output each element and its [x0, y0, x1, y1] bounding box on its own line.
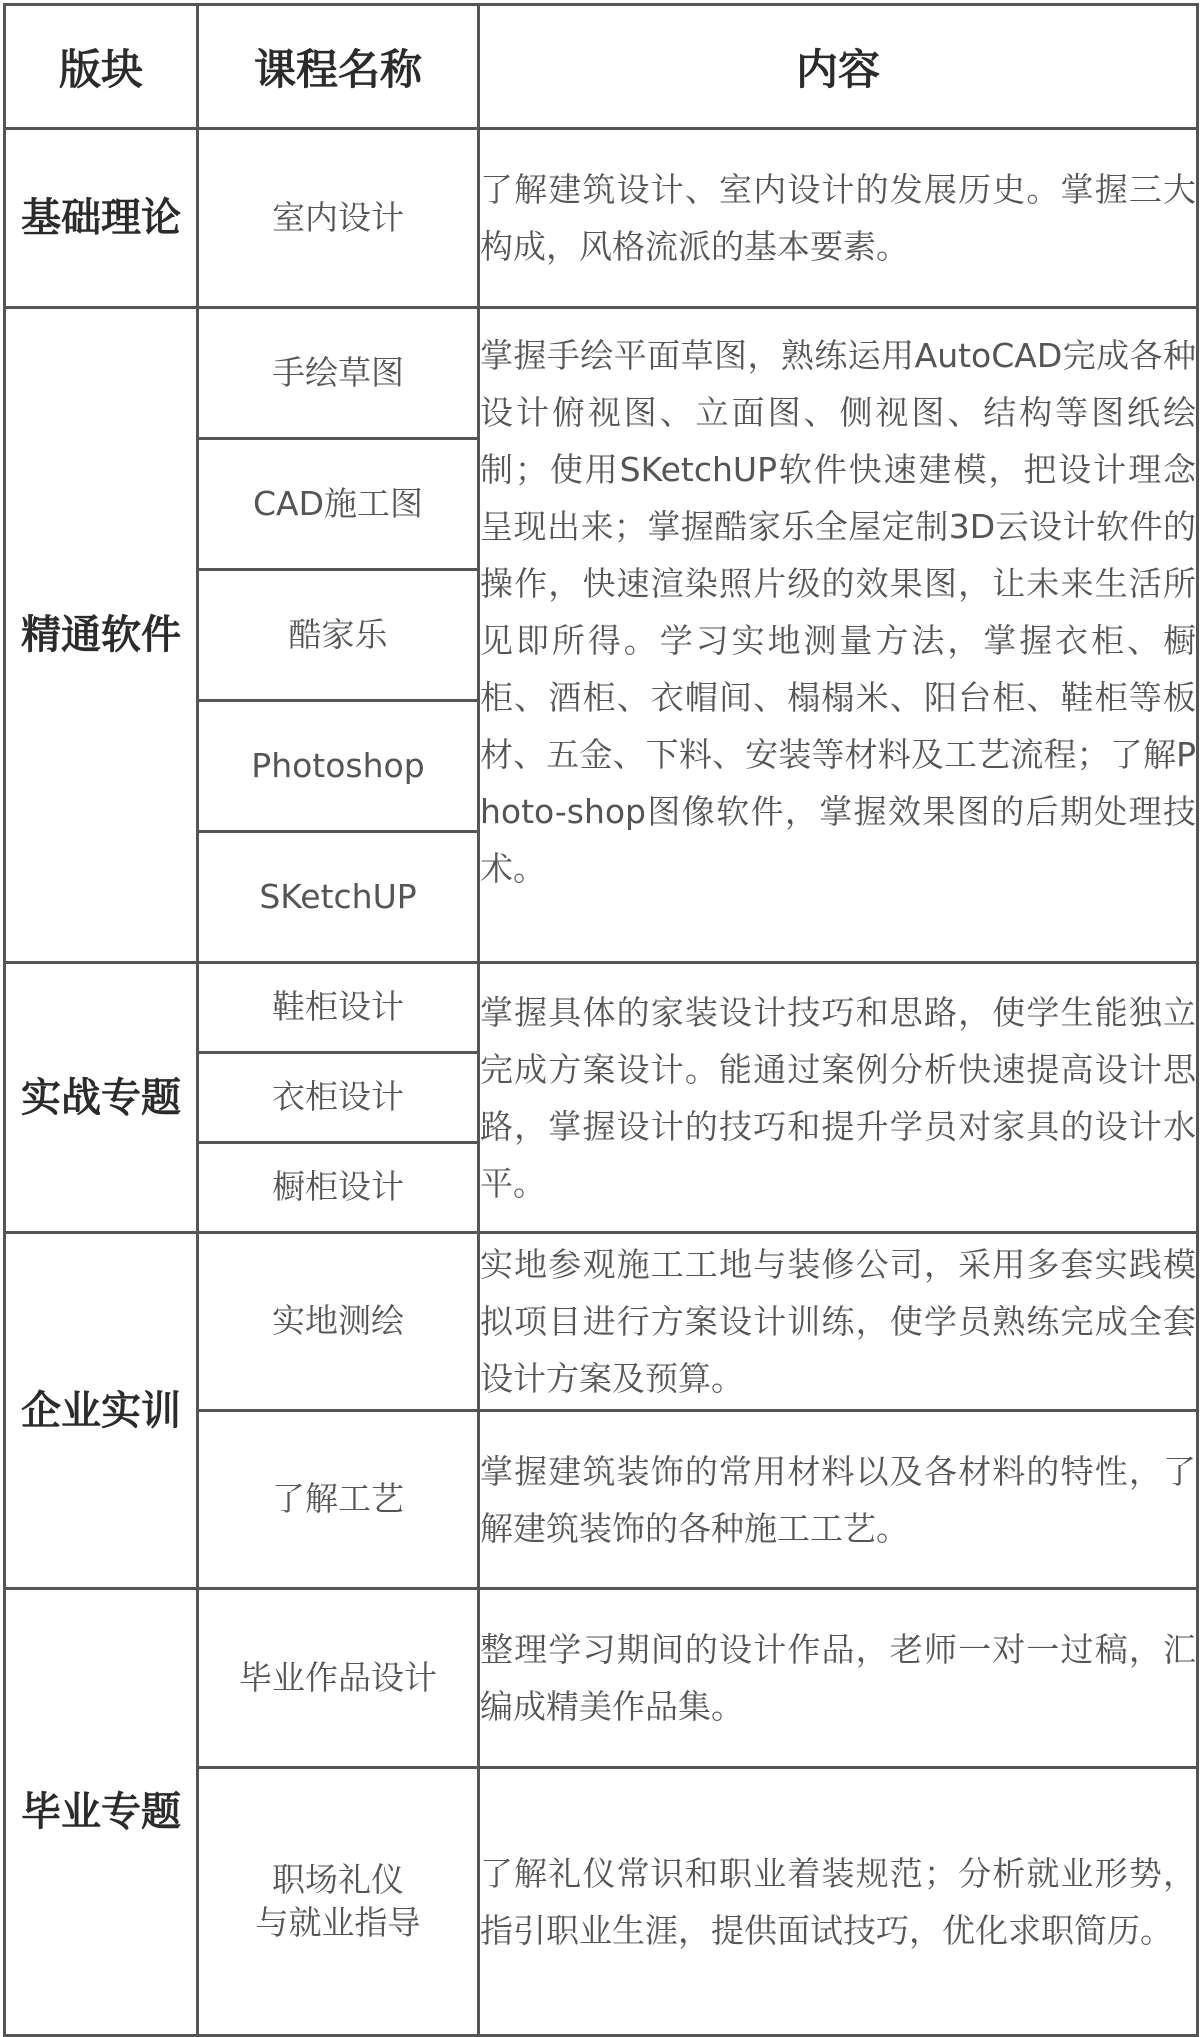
content-cell: 了解礼仪常识和职业着装规范；分析就业形势，指引职业生涯，提供面试技巧，优化求职简历。 — [479, 1768, 1198, 2036]
course-cell: SKetchUP — [198, 832, 479, 963]
content-cell: 实地参观施工工地与装修公司，采用多套实践模拟项目进行方案设计训练，使学员熟练完成全套设计方案及预算。 — [479, 1233, 1198, 1411]
content-cell: 掌握具体的家装设计技巧和思路，使学生能独立完成方案设计。能通过案例分析快速提高设计思路，掌握设计的技巧和提升学员对家具的设计水平。 — [479, 963, 1198, 1233]
table-row — [5, 308, 1198, 439]
course-cell: 了解工艺 — [198, 1411, 479, 1589]
header-module: 版块 — [5, 5, 198, 129]
table-row — [5, 129, 1198, 308]
module-cell: 企业实训 — [5, 1233, 198, 1589]
table-row — [5, 1589, 1198, 1768]
course-cell — [198, 1768, 479, 2036]
course-cell: 手绘草图 — [198, 308, 479, 439]
table-row — [5, 963, 1198, 1053]
course-cell: Photoshop — [198, 701, 479, 832]
content-cell: 整理学习期间的设计作品，老师一对一过稿，汇编成精美作品集。 — [479, 1589, 1198, 1768]
content-cell: 掌握手绘平面草图，熟练运用AutoCAD完成各种设计俯视图、立面图、侧视图、结构等图纸绘制；使用SKetchUP软件快速建模，把设计理念呈现出来；掌握酷家乐全屋定制3D云设计软件的操作，快速渲染照片级的效果图，让未来生活所见即所得。学习实地测量方法，掌握衣柜、橱柜、酒柜、衣帽间、榻榻米、阳台柜、鞋柜等板材、五金、下料、安装等材料及工艺流程；了解Photo-shop图像软件，掌握效果图的后期处理技术。 — [479, 308, 1198, 963]
header-course: 课程名称 — [198, 5, 479, 129]
course-cell: 橱柜设计 — [198, 1143, 479, 1233]
course-cell: 实地测绘 — [198, 1233, 479, 1411]
module-cell: 实战专题 — [5, 963, 198, 1233]
course-cell: 室内设计 — [198, 129, 479, 308]
course-cell: 衣柜设计 — [198, 1053, 479, 1143]
content-cell: 了解建筑设计、室内设计的发展历史。掌握三大构成，风格流派的基本要素。 — [479, 129, 1198, 308]
module-cell: 基础理论 — [5, 129, 198, 308]
module-cell: 精通软件 — [5, 308, 198, 963]
course-cell: 毕业作品设计 — [198, 1589, 479, 1768]
course-line: 职场礼仪 — [272, 1859, 404, 1899]
course-cell: 鞋柜设计 — [198, 963, 479, 1053]
curriculum-table — [3, 3, 1199, 2037]
course-cell: 酷家乐 — [198, 570, 479, 701]
course-cell: CAD施工图 — [198, 439, 479, 570]
course-line: 与就业指导 — [255, 1902, 421, 1942]
header-row — [5, 5, 1198, 129]
module-cell: 毕业专题 — [5, 1589, 198, 2036]
table-row — [5, 1233, 1198, 1411]
header-content: 内容 — [479, 5, 1198, 129]
content-cell: 掌握建筑装饰的常用材料以及各材料的特性，了解建筑装饰的各种施工工艺。 — [479, 1411, 1198, 1589]
